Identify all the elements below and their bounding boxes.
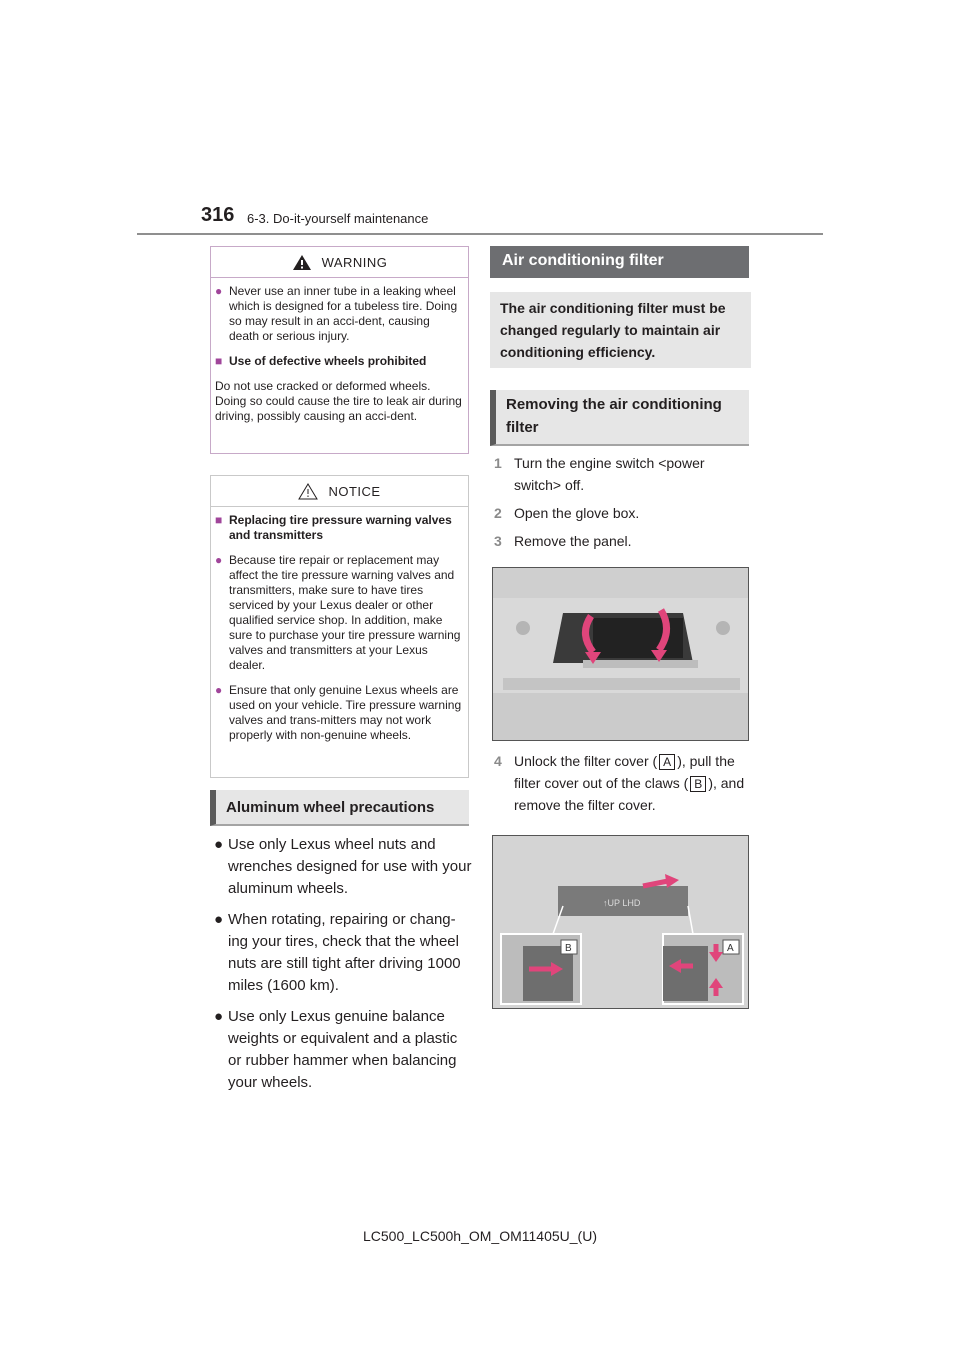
square-bullet-icon: ■ [215,513,223,527]
filter-cover-illustration [492,835,749,1009]
step-number: 4 [494,753,502,769]
list-item-text: Use only Lexus genuine balance weights or equivalent and a plastic or rubber hammer when balancing your wheels. [228,1008,458,1091]
step-text: Open the glove box. [514,505,640,521]
panel-removal-illustration [492,567,749,741]
step-text: Turn the engine switch <power switch> off. [514,455,705,493]
header-rule [137,233,823,235]
warning-item [215,284,462,344]
step-number: 2 [494,505,502,521]
notice-subhead-text: Replacing tire pressure warning valves and transmitters [229,513,452,542]
callout-a-tag: A [659,754,675,770]
notice-title: NOTICE [328,483,381,499]
ac-filter-intro: The air conditioning filter must be changed regularly to maintain air conditioning efficiency. [490,292,751,368]
bullet-icon: ● [215,553,223,567]
warning-subhead-text: Use of defective wheels prohibited [229,354,427,368]
step-text-part: ), and remove the filter cover. [514,775,745,813]
notice-subhead [215,513,462,543]
aluminum-bullets [214,834,474,1103]
step-item [494,530,754,552]
list-item-text: Use only Lexus wheel nuts and wrenches designed for use with your aluminum wheels. [228,836,472,897]
page-number: 316 [201,204,235,226]
callout-b-label: B [565,943,572,954]
filter-cover-drawing [493,836,749,1009]
step-text-part: Unlock the filter cover ( [514,753,658,769]
step-item [494,502,754,524]
notice-item-text: Ensure that only genuine Lexus wheels are used on your vehicle. Tire pressure warning valves and trans-mitters may not work properly with non-genuine wheels. [229,683,462,742]
filter-label: ↑UP LHD [603,898,641,908]
list-item-text: When rotating, repairing or chang-ing your tires, check that the wheel nuts are still tight after driving 1000 miles (1600 km). [228,911,461,994]
aluminum-heading: Aluminum wheel precautions [210,790,469,826]
notice-item [215,553,462,673]
warning-box [210,246,469,454]
bullet-icon: ● [215,683,223,697]
ac-filter-heading: Air conditioning filter [490,246,749,278]
warning-paragraph: Do not use cracked or deformed wheels. Doing so could cause the tire to leak air during driving, possibly causing an acci-dent. [215,379,462,423]
step-item [494,452,754,496]
warning-subhead [215,354,462,369]
callout-a-label: A [727,943,734,954]
warning-header [211,247,468,278]
list-item [214,834,474,900]
removing-filter-heading: Removing the air conditioning filter [490,390,749,446]
list-item [214,1006,474,1094]
step-text-part: ), pull the filter cover out of the claws ( [514,753,735,791]
bullet-icon: ● [214,911,224,928]
warning-title: WARNING [321,254,388,270]
bullet-icon: ● [215,284,223,298]
notice-box [210,475,469,778]
warning-item-text: Never use an inner tube in a leaking wheel which is designed for a tubeless tire. Doing so may result in an acci-dent, causing death or serious injury. [229,284,458,343]
step-item [494,750,754,816]
step-number: 1 [494,455,502,471]
warning-triangle-icon [292,254,312,271]
step-number: 3 [494,533,502,549]
bullet-icon: ● [214,1008,224,1025]
steps-list-continued [494,750,754,822]
notice-item [215,683,462,743]
square-bullet-icon: ■ [215,354,223,368]
step-text: Remove the panel. [514,533,632,549]
notice-header [211,476,468,507]
notice-triangle-icon [298,483,318,500]
section-title: 6-3. Do-it-yourself maintenance [247,211,429,226]
panel-removal-drawing [493,568,749,741]
callout-b-tag: B [690,776,706,792]
footer-doc-id: LC500_LC500h_OM_OM11405U_(U) [363,1228,597,1244]
notice-item-text: Because tire repair or replacement may affect the tire pressure warning valves and transmitters, make sure to have tires serviced by your Lexus dealer or other qualified service shop. In addition, make sure to purchase your tire pressure warning valves and transmitters at your Lexus dealer. [229,553,461,672]
bullet-icon: ● [214,836,224,853]
steps-list [494,452,754,558]
list-item [214,909,474,997]
